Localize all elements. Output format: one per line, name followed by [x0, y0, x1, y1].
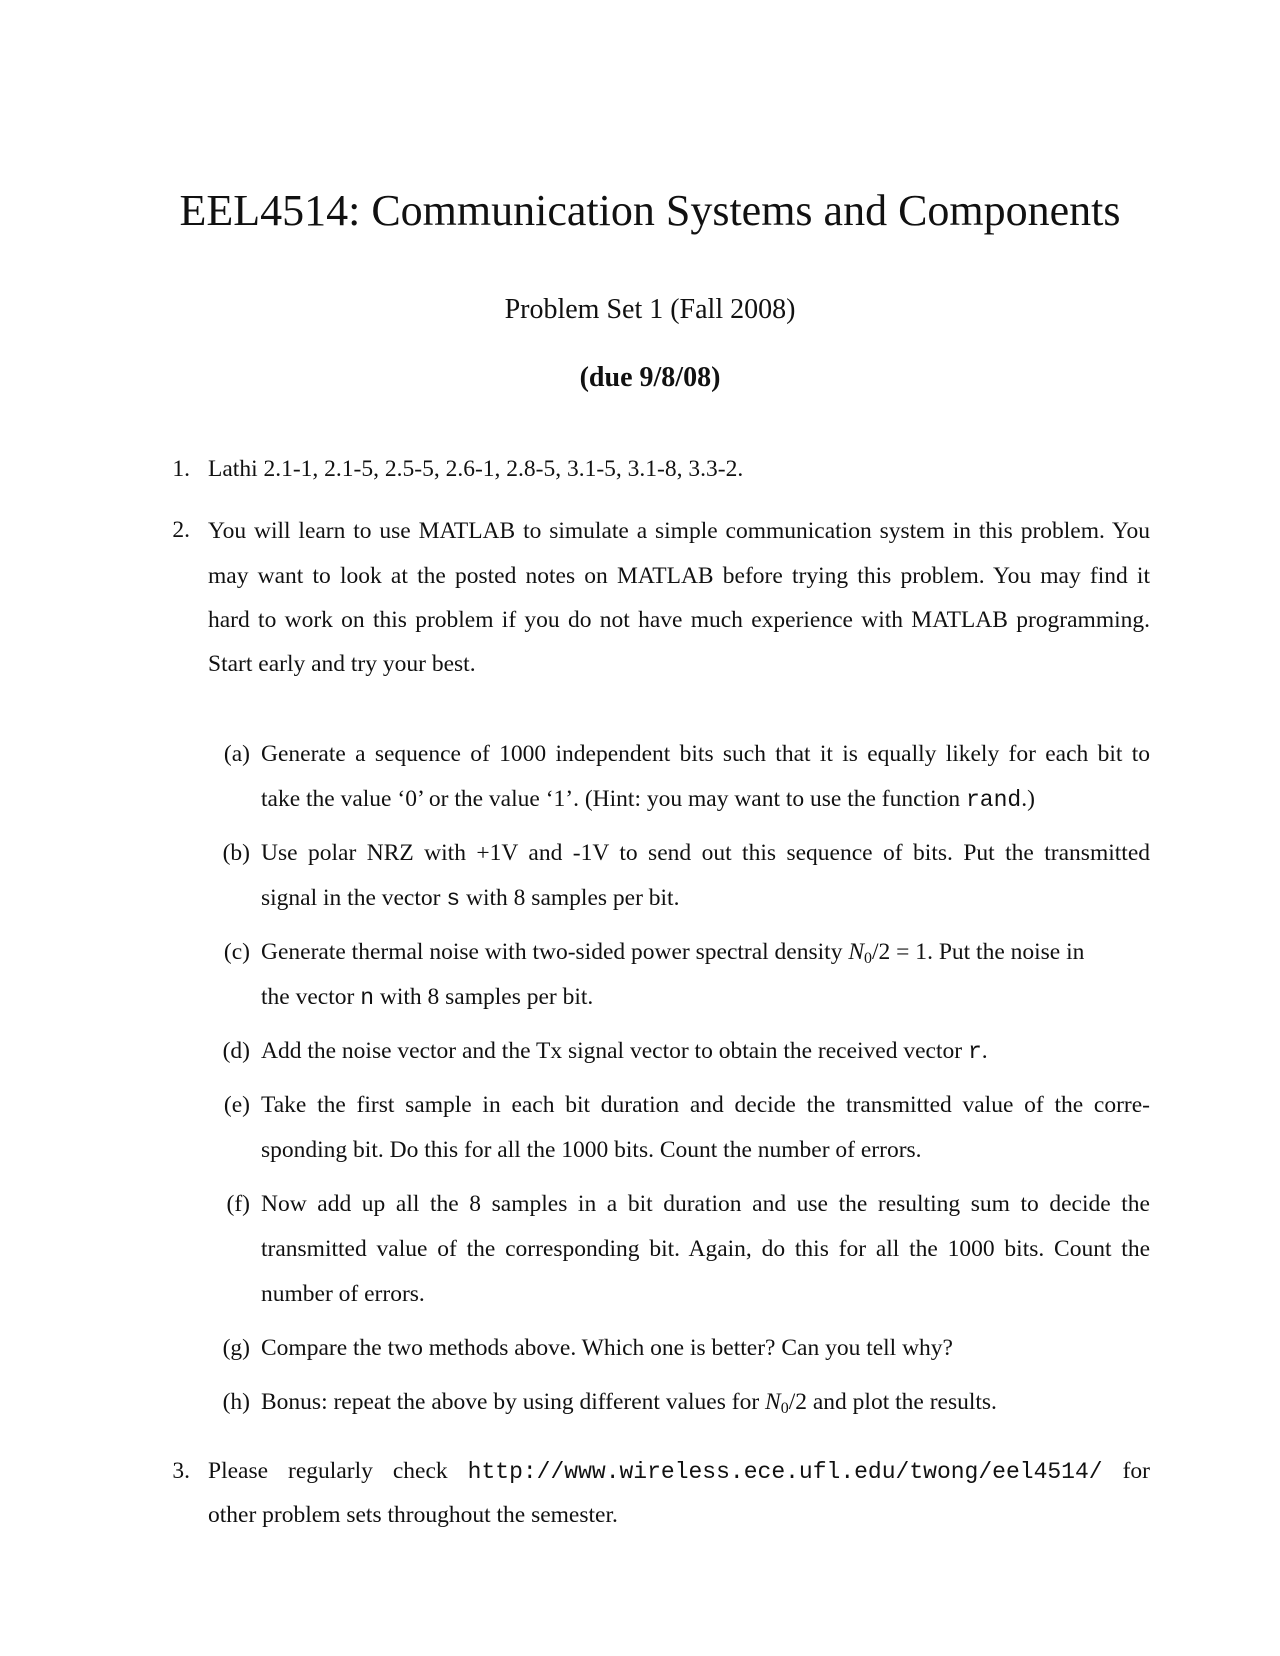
problem-2-line-2: may want to look at the posted notes on MATLAB before trying this problem. You may find it [208, 563, 1150, 589]
code-rand: rand [966, 787, 1022, 813]
part-a-line-2: take the value ‘0’ or the value ‘1’. (Hint: you may want to use the function rand.) [261, 786, 1035, 813]
problem-2-number: 2. [172, 517, 190, 543]
part-d-label: (d) [222, 1038, 250, 1064]
part-c-line-2: the vector n with 8 samples per bit. [261, 984, 594, 1011]
problem-2-line-4: Start early and try your best. [208, 651, 476, 677]
problem-2-line-3: hard to work on this problem if you do not have much experience with MATLAB programming. [208, 607, 1150, 633]
problem-set-subtitle: Problem Set 1 (Fall 2008) [504, 294, 796, 325]
part-h-label: (h) [222, 1389, 250, 1415]
part-f-line-2: transmitted value of the corresponding bit. Again, do this for all the 1000 bits. Count the [261, 1236, 1150, 1262]
part-e-line-2: sponding bit. Do this for all the 1000 bits. Count the number of errors. [261, 1137, 922, 1163]
problem-1-text: Lathi 2.1-1, 2.1-5, 2.5-5, 2.6-1, 2.8-5, 3.1-5, 3.1-8, 3.3-2. [208, 456, 744, 482]
due-date: (due 9/8/08) [579, 362, 721, 393]
problem-3-number: 3. [172, 1458, 190, 1484]
code-r: r [967, 1039, 982, 1065]
part-c-label: (c) [223, 939, 250, 965]
part-f-line-1: Now add up all the 8 samples in a bit duration and use the resulting sum to decide the [261, 1191, 1150, 1217]
part-f-line-3: number of errors. [261, 1281, 425, 1307]
math-n0-h: $N_0/2$ [765, 1389, 807, 1417]
part-f-label: (f) [226, 1191, 250, 1217]
part-b-line-1: Use polar NRZ with +1V and -1V to send out this sequence of bits. Put the transmitted [261, 840, 1150, 866]
code-s: s [446, 886, 461, 912]
course-title: EEL4514: Communication Systems and Components [179, 186, 1121, 235]
part-b-label: (b) [222, 840, 250, 866]
code-n: n [360, 985, 374, 1011]
part-h-line-1: Bonus: repeat the above by using different values for $N_0/2$ and plot the results. [261, 1389, 997, 1417]
part-e-label: (e) [223, 1092, 250, 1118]
course-url-link[interactable]: http://www.wireless.ece.ufl.edu/twong/eel4514/ [467, 1459, 1103, 1485]
problem-3-line-1: Please regularly check http://www.wireless.ece.ufl.edu/twong/eel4514/ for [208, 1458, 1150, 1485]
part-g-label: (g) [222, 1335, 250, 1361]
part-a-label: (a) [223, 741, 250, 767]
part-g-line-1: Compare the two methods above. Which one is better? Can you tell why? [261, 1335, 953, 1361]
problem-3-line-2: other problem sets throughout the semester. [208, 1502, 618, 1528]
part-d-line-1: Add the noise vector and the Tx signal vector to obtain the received vector r. [261, 1038, 988, 1065]
problem-2-line-1: You will learn to use MATLAB to simulate a simple communication system in this problem. You [208, 518, 1150, 544]
part-e-line-1: Take the first sample in each bit duration and decide the transmitted value of the corre- [261, 1092, 1150, 1118]
part-b-line-2: signal in the vector s with 8 samples per bit. [261, 885, 680, 912]
problem-1-number: 1. [172, 456, 190, 482]
part-a-line-1: Generate a sequence of 1000 independent bits such that it is equally likely for each bit to [261, 741, 1150, 767]
part-c-line-1: Generate thermal noise with two-sided power spectral density $N_0/2 = 1$. Put the noise in [261, 939, 1085, 967]
math-n0: $N_0/2 = 1$ [848, 939, 928, 967]
